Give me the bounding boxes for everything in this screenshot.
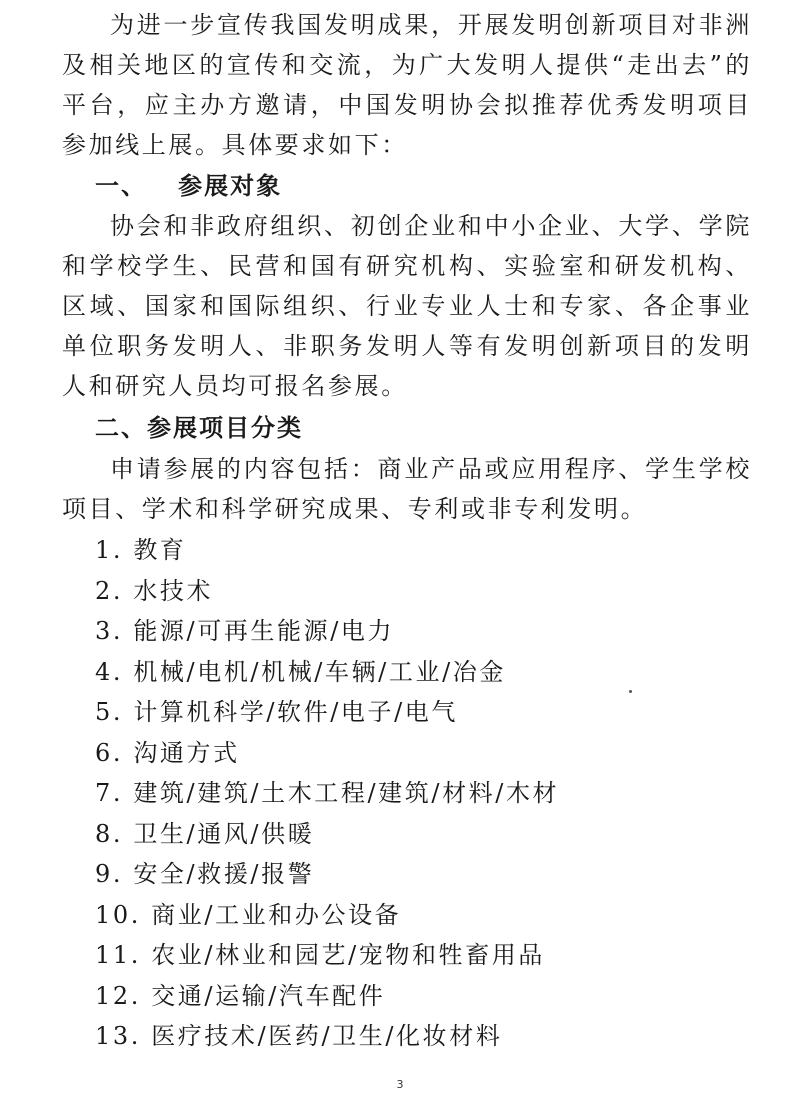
list-item: 13. 医疗技术/医药/卫生/化妆材料 xyxy=(95,1022,503,1050)
list-item: 12. 交通/运输/汽车配件 xyxy=(95,981,386,1010)
intro-paragraph: 为进一步宣传我国发明成果，开展发明创新项目对非洲及相关地区的宣传和交流，为广大发明人提供“走出去”的平台，应主办方邀请，中国发明协会拟推荐优秀发明项目参加线上展。具体要求如下： xyxy=(62,11,752,159)
categories-intro-paragraph: 申请参展的内容包括：商业产品或应用程序、学生学校项目、学术和科学研究成果、专利或非专利发明。 xyxy=(62,455,752,523)
list-item: 8. 卫生/通风/供暖 xyxy=(95,819,315,848)
list-item: 6. 沟通方式 xyxy=(95,738,240,767)
section-heading-categories: 二、参展项目分类 xyxy=(95,413,303,442)
scan-speck xyxy=(629,690,632,693)
list-item: 7. 建筑/建筑/土木工程/建筑/材料/木材 xyxy=(95,779,560,807)
list-item: 3. 能源/可再生能源/电力 xyxy=(95,617,395,645)
section-heading-participants: 一、 参展对象 xyxy=(95,171,283,200)
page-number: 3 xyxy=(396,1078,404,1091)
list-item: 4. 机械/电机/机械/车辆/工业/冶金 xyxy=(95,657,506,686)
list-item: 10. 商业/工业和办公设备 xyxy=(95,900,402,929)
list-item: 11. 农业/林业和园艺/宠物和牲畜用品 xyxy=(95,941,545,969)
list-item: 1. 教育 xyxy=(95,536,187,564)
participants-paragraph: 协会和非政府组织、初创企业和中小企业、大学、学院和学校学生、民营和国有研究机构、实验室和研发机构、区域、国家和国际组织、行业专业人士和专家、各企事业单位职务发明人、非职务发明人等有发明创新项目的发明人和研究人员均可报名参展。 xyxy=(62,212,752,400)
list-item: 5. 计算机科学/软件/电子/电气 xyxy=(95,698,458,726)
list-item: 2. 水技术 xyxy=(95,576,214,605)
category-list xyxy=(95,530,559,1057)
list-item: 9. 安全/救援/报警 xyxy=(95,860,315,888)
